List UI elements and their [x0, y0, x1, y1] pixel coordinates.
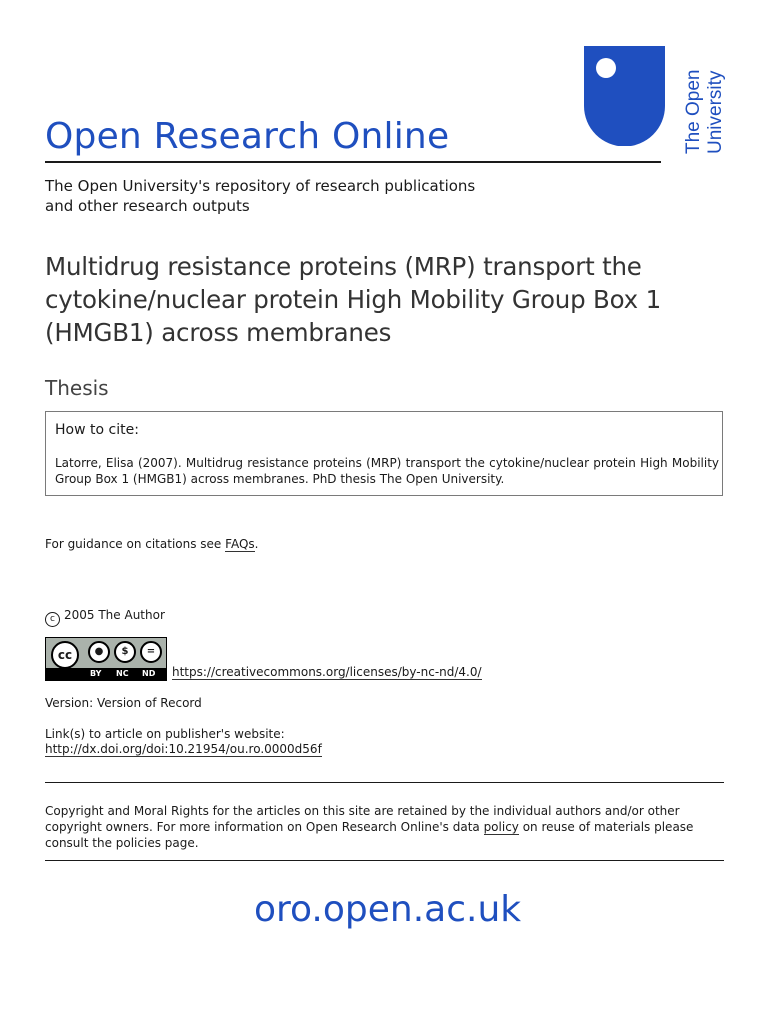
svg-text:The Open: The Open — [683, 69, 704, 154]
cc-license-badge[interactable] — [45, 637, 167, 681]
rights-text: Copyright and Moral Rights for the articles on this site are retained by the individual authors and/or other copyright owners. For more information on Open Research Online's data — [45, 804, 680, 834]
cc-label-nc: NC — [116, 669, 129, 678]
cc-label-by: BY — [90, 669, 102, 678]
copyright-icon: c — [45, 612, 60, 627]
noderivatives-icon: = — [140, 641, 162, 663]
rights-text-end: on reuse of materials please consult the policies page. — [45, 820, 694, 850]
record-title-line: (HMGB1) across membranes — [45, 318, 392, 347]
guidance-suffix: . — [254, 537, 259, 551]
copyright-text: 2005 The Author — [64, 608, 165, 622]
tagline-line: The Open University's repository of research publications — [45, 177, 476, 195]
rights-statement — [45, 803, 725, 851]
copyright-notice — [45, 608, 165, 627]
rights-divider-bottom — [45, 860, 724, 861]
citation-label: How to cite: — [55, 422, 139, 438]
rights-divider-top — [45, 782, 724, 783]
version-text: Version: Version of Record — [45, 696, 202, 710]
publisher-link-label: Link(s) to article on publisher's website: — [45, 727, 285, 741]
faqs-link[interactable]: FAQs — [225, 537, 255, 551]
svg-text:University: University — [705, 70, 726, 154]
site-tagline — [45, 176, 545, 216]
oro-site-link[interactable]: oro.open.ac.uk — [254, 889, 522, 930]
record-title-line: Multidrug resistance proteins (MRP) transport the — [45, 252, 642, 281]
open-university-wordmark — [680, 44, 726, 154]
license-link[interactable]: https://creativecommons.org/licenses/by-nc-nd/4.0/ — [172, 665, 482, 679]
record-title — [45, 250, 735, 349]
noncommercial-icon: $ — [114, 641, 136, 663]
publisher-doi-link[interactable]: http://dx.doi.org/doi:10.21954/ou.ro.0000d56f — [45, 742, 322, 756]
cc-label-nd: ND — [142, 669, 156, 678]
cc-icon: cc — [51, 641, 79, 669]
site-title: Open Research Online — [45, 116, 450, 157]
tagline-line: and other research outputs — [45, 197, 250, 215]
item-type: Thesis — [45, 376, 109, 400]
citation-text: Latorre, Elisa (2007). Multidrug resistance proteins (MRP) transport the cytokine/nuclear protein High Mobility Group Box 1 (HMGB1) across membranes. PhD thesis The Open University. — [55, 456, 719, 486]
citation-guidance — [45, 537, 258, 551]
record-title-line: cytokine/nuclear protein High Mobility Group Box 1 — [45, 285, 661, 314]
guidance-text: For guidance on citations see — [45, 537, 226, 551]
policy-link[interactable]: policy — [483, 820, 519, 834]
header-divider — [45, 161, 661, 163]
open-university-logo-icon — [584, 46, 665, 146]
attribution-icon: ● — [88, 641, 110, 663]
